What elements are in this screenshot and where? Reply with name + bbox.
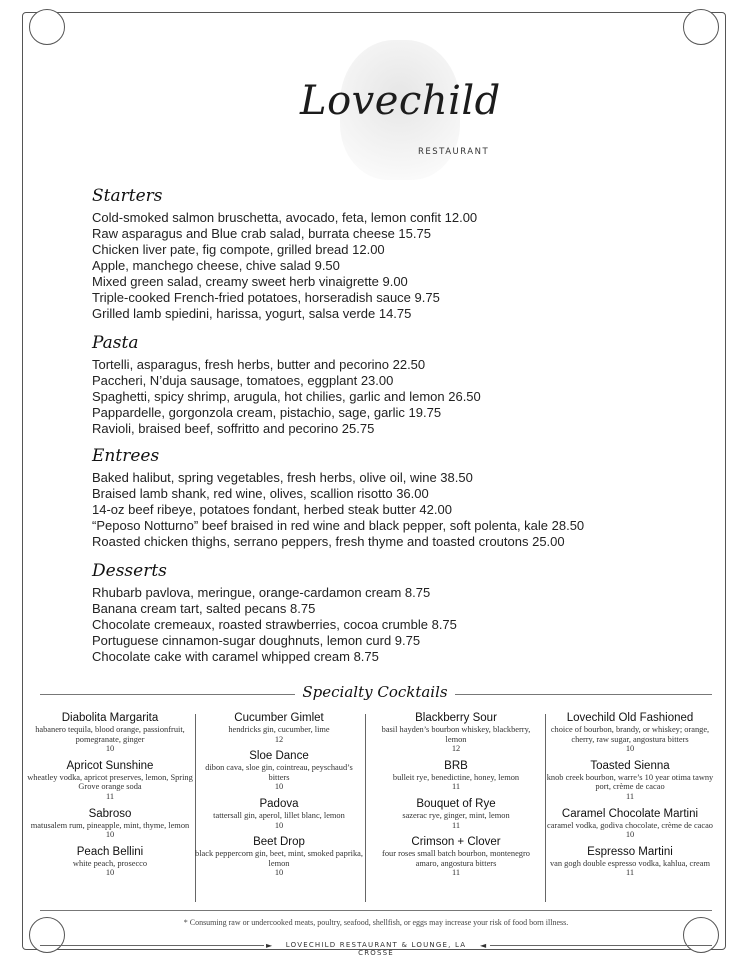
restaurant-logo <box>300 40 500 180</box>
cocktail-desc: habanero tequila, blood orange, passionfruit, pomegranate, ginger <box>35 725 185 744</box>
cocktail-price: 11 <box>105 791 115 801</box>
section-title: Pasta <box>92 333 139 353</box>
cocktail-desc: basil hayden’s bourbon whiskey, blackberry, lemon <box>381 725 531 744</box>
cocktail-price: 12 <box>274 734 284 744</box>
menu-item: Portuguese cinnamon-sugar doughnuts, lemon curd 9.75 <box>92 633 421 648</box>
menu-item: Tortelli, asparagus, fresh herbs, butter and pecorino 22.50 <box>92 357 426 372</box>
cocktail-name: Crimson + Clover <box>411 836 501 849</box>
cocktail-column <box>195 712 363 884</box>
cocktail-columns <box>27 712 714 907</box>
menu-item: Paccheri, N’duja sausage, tomatoes, eggplant 23.00 <box>92 373 394 388</box>
cocktail-desc: choice of bourbon, brandy, or whiskey; orange, cherry, raw sugar, angostura bitters <box>550 725 710 744</box>
cocktail-item <box>195 750 363 792</box>
cocktail-item <box>195 798 363 830</box>
section-pasta <box>92 333 481 437</box>
menu-item: Apple, manchego cheese, chive salad 9.50 <box>92 258 340 273</box>
cocktail-column <box>372 712 540 884</box>
cocktail-item <box>372 836 540 878</box>
menu-item: Chocolate cremeaux, roasted strawberries, cocoa crumble 8.75 <box>92 617 457 632</box>
cocktail-name: Peach Bellini <box>76 845 144 858</box>
arrow-left-icon: ◄ <box>480 941 487 950</box>
footer-bar <box>40 941 712 957</box>
cocktail-name: Toasted Sienna <box>590 759 670 772</box>
menu-item: Chocolate cake with caramel whipped cream 8.75 <box>92 649 379 664</box>
menu-item: Grilled lamb spiedini, harissa, yogurt, salsa verde 14.75 <box>92 306 412 321</box>
cocktail-item <box>372 712 540 754</box>
cocktail-desc: knob creek bourbon, warre’s 10 year otima tawny port, crème de cacao <box>546 772 714 792</box>
cocktail-name: Caramel Chocolate Martini <box>561 807 699 820</box>
cocktail-desc: van gogh double espresso vodka, kahlua, cream <box>549 858 710 868</box>
cocktail-price: 10 <box>274 868 284 878</box>
cocktail-name: Padova <box>259 797 299 810</box>
menu-item: Pappardelle, gorgonzola cream, pistachio, sage, garlic 19.75 <box>92 405 442 420</box>
cocktail-name: Lovechild Old Fashioned <box>566 712 694 724</box>
logo-name: Lovechild <box>300 78 501 124</box>
cocktail-price: 10 <box>105 830 115 840</box>
corner-flourish <box>683 9 719 45</box>
section-entrees <box>92 446 584 550</box>
cocktail-item <box>26 760 194 802</box>
cocktail-name: Cucumber Gimlet <box>234 712 324 724</box>
cocktail-item <box>546 808 714 840</box>
divider <box>455 694 712 695</box>
cocktail-desc: sazerac rye, ginger, mint, lemon <box>402 810 510 820</box>
cocktail-desc: bulleit rye, benedictine, honey, lemon <box>392 772 520 782</box>
menu-item: Baked halibut, spring vegetables, fresh herbs, olive oil, wine 38.50 <box>92 470 473 485</box>
cocktail-price: 10 <box>274 820 284 830</box>
cocktail-item <box>372 760 540 792</box>
cocktail-name: Diabolita Margarita <box>61 712 159 724</box>
cocktail-price: 10 <box>105 744 115 754</box>
cocktail-item <box>546 846 714 878</box>
cocktail-name: Sabroso <box>88 807 132 820</box>
footer-text: LOVECHILD RESTAURANT & LOUNGE, LA CROSSE <box>285 941 467 957</box>
cocktail-desc: four roses small batch bourbon, montenegro amaro, angostura bitters <box>382 849 530 868</box>
cocktail-name: Espresso Martini <box>587 845 673 858</box>
cocktail-price: 11 <box>451 868 461 878</box>
divider <box>40 694 295 695</box>
cocktail-item <box>546 712 714 754</box>
cocktail-column <box>546 712 714 884</box>
logo-subtitle: RESTAURANT <box>418 147 490 157</box>
cocktail-name: Sloe Dance <box>249 750 309 763</box>
cocktail-item <box>26 808 194 840</box>
section-desserts <box>92 561 457 665</box>
cocktail-price: 10 <box>274 782 284 792</box>
menu-item: Raw asparagus and Blue crab salad, burrata cheese 15.75 <box>92 226 431 241</box>
cocktail-name: Bouquet of Rye <box>416 797 496 810</box>
menu-item: Triple-cooked French-fried potatoes, horseradish sauce 9.75 <box>92 290 440 305</box>
cocktail-item <box>195 712 363 744</box>
arrow-right-icon: ► <box>266 941 273 950</box>
cocktail-desc: dibon cava, sloe gin, cointreau, peyschaud’s bitters <box>205 763 353 782</box>
cocktail-name: Apricot Sunshine <box>66 759 154 772</box>
cocktail-price: 10 <box>105 868 115 878</box>
cocktail-column <box>26 712 194 884</box>
cocktail-item <box>26 712 194 754</box>
column-divider <box>365 714 366 902</box>
menu-item: Braised lamb shank, red wine, olives, scallion risotto 36.00 <box>92 486 429 501</box>
menu-item: Rhubarb pavlova, meringue, orange-cardamon cream 8.75 <box>92 585 431 600</box>
menu-item: Banana cream tart, salted pecans 8.75 <box>92 601 316 616</box>
cocktail-name: Blackberry Sour <box>415 712 497 724</box>
cocktail-price: 11 <box>625 868 635 878</box>
cocktail-name: BRB <box>444 759 468 772</box>
cocktail-price: 10 <box>625 744 635 754</box>
cocktail-price: 10 <box>625 830 635 840</box>
divider <box>490 945 712 946</box>
menu-item: Chicken liver pate, fig compote, grilled bread 12.00 <box>92 242 385 257</box>
cocktail-desc: tattersall gin, aperol, lillet blanc, lemon <box>213 810 345 820</box>
divider <box>40 945 264 946</box>
menu-item: Ravioli, braised beef, soffritto and pecorino 25.75 <box>92 421 375 436</box>
cocktail-desc: hendricks gin, cucumber, lime <box>228 725 330 734</box>
cocktail-desc: black peppercorn gin, beet, mint, smoked paprika, lemon <box>195 849 363 868</box>
cocktail-item <box>26 846 194 878</box>
section-title: Desserts <box>92 561 167 581</box>
cocktail-price: 12 <box>451 744 461 754</box>
cocktail-price: 11 <box>451 820 461 830</box>
cocktail-desc: matusalem rum, pineapple, mint, thyme, lemon <box>30 820 190 830</box>
cocktail-item <box>546 760 714 802</box>
corner-flourish <box>29 9 65 45</box>
menu-item: 14-oz beef ribeye, potatoes fondant, herbed steak butter 42.00 <box>92 502 452 517</box>
section-starters <box>92 186 477 322</box>
cocktails-title: Specialty Cocktails <box>302 683 448 701</box>
cocktail-desc: caramel vodka, godiva chocolate, crème de cacao <box>546 820 713 830</box>
menu-item: Spaghetti, spicy shrimp, arugula, hot chilies, garlic and lemon 26.50 <box>92 389 481 404</box>
disclaimer: * Consuming raw or undercooked meats, poultry, seafood, shellfish, or eggs may increase your risk of food born illness. <box>183 918 569 927</box>
divider <box>40 910 712 911</box>
cocktail-price: 11 <box>451 782 461 792</box>
cocktail-name: Beet Drop <box>253 836 305 849</box>
section-title: Starters <box>92 186 163 206</box>
menu-item: Roasted chicken thighs, serrano peppers, fresh thyme and toasted croutons 25.00 <box>92 534 565 549</box>
cocktail-item <box>372 798 540 830</box>
cocktail-desc: white peach, prosecco <box>72 858 148 868</box>
menu-item: “Peposo Notturno” beef braised in red wine and black pepper, soft polenta, kale 28.50 <box>92 518 585 533</box>
menu-item: Cold-smoked salmon bruschetta, avocado, feta, lemon confit 12.00 <box>92 210 478 225</box>
cocktail-price: 11 <box>625 791 635 801</box>
cocktail-desc: wheatley vodka, apricot preserves, lemon, Spring Grove orange soda <box>27 772 193 792</box>
section-title: Entrees <box>92 446 160 466</box>
menu-item: Mixed green salad, creamy sweet herb vinaigrette 9.00 <box>92 274 408 289</box>
cocktail-item <box>195 836 363 878</box>
